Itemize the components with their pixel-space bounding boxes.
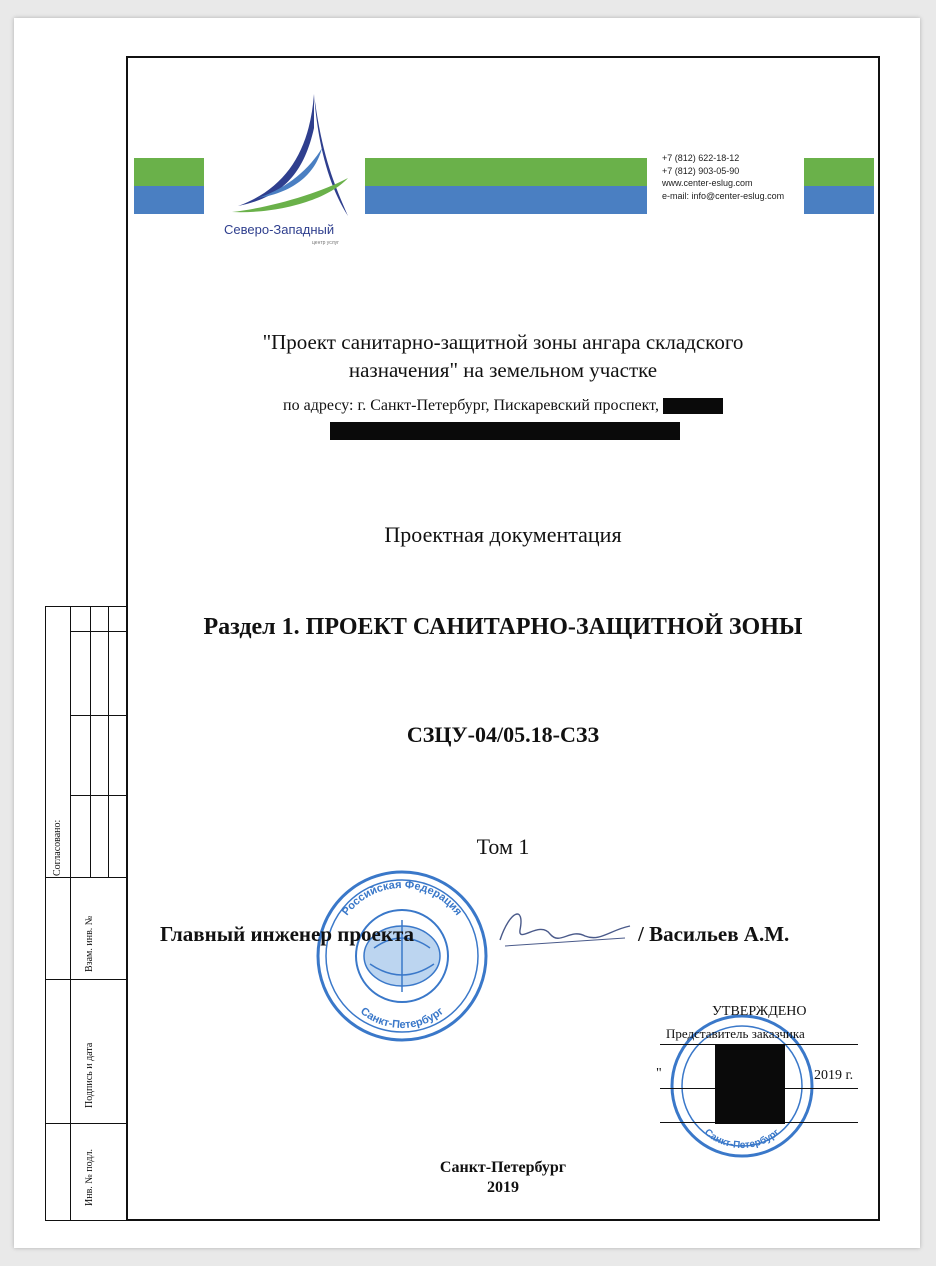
contact-website: www.center-eslug.com: [662, 178, 753, 188]
signature-icon: [490, 900, 640, 960]
side-label-inv-orig: Инв. № подл.: [84, 1149, 95, 1206]
document-code: СЗЦУ-04/05.18-СЗЗ: [406, 722, 600, 747]
approval-date-quote: ": [656, 1066, 662, 1081]
approval-year: 2019 г.: [814, 1068, 854, 1083]
side-stamp-col-2: [90, 607, 91, 877]
doc-type: Проектная документация: [384, 522, 622, 547]
engineer-role: Главный инженер проекта: [160, 922, 415, 946]
contact-phone-1: +7 (812) 622-18-12: [662, 153, 740, 163]
footer-city: Санкт-Петербург: [439, 1159, 567, 1176]
side-stamp-col-3: [108, 607, 109, 877]
address-text: по адресу: г. Санкт-Петербург, Пискаревский проспект,: [283, 397, 659, 414]
side-stamp-col-1: [70, 607, 71, 1220]
footer-year: 2019: [487, 1179, 519, 1196]
approval-title: УТВЕРЖДЕНО: [712, 1004, 807, 1019]
seal-left-bottom-text: Санкт-Петербург: [358, 1005, 446, 1032]
side-label-inv-replace: Взам. инв. №: [84, 915, 95, 972]
side-stamp: [45, 606, 127, 1221]
seal-left-top-text: Российская Федерация: [339, 878, 465, 918]
volume-label: Том 1: [476, 834, 530, 859]
section-title: Раздел 1. ПРОЕКТ САНИТАРНО-ЗАЩИТНОЙ ЗОНЫ: [203, 614, 803, 640]
project-title-line-2: назначения" на земельном участке: [348, 358, 658, 382]
side-label-agreed: Согласовано:: [52, 819, 63, 876]
side-label-sign-date: Подпись и дата: [84, 1042, 95, 1108]
project-address: [128, 396, 878, 416]
project-title: [128, 328, 878, 384]
svg-text:Санкт-Петербург: [702, 1127, 782, 1151]
side-stamp-row: [70, 795, 126, 796]
contact-email: e-mail: info@center-eslug.com: [662, 190, 785, 201]
seal-left-icon: [314, 868, 490, 1044]
svg-text:Санкт-Петербург: [358, 1005, 446, 1031]
logo-name: Северо-Западный: [224, 222, 335, 237]
seal-right-bottom-text: Санкт-Петербург: [702, 1127, 782, 1152]
side-stamp-row: [70, 631, 126, 632]
project-title-line-1: "Проект санитарно-защитной зоны ангара складского: [262, 330, 744, 354]
contact-phone-2: +7 (812) 903-05-90: [662, 165, 740, 176]
side-stamp-row: [46, 1123, 126, 1124]
footer: [128, 1158, 878, 1198]
logo-subtitle: центр услуг: [312, 240, 339, 246]
side-stamp-row: [70, 715, 126, 716]
approval-subtitle: Представитель заказчика: [666, 1026, 805, 1041]
side-stamp-row: [46, 877, 126, 878]
engineer-name: / Васильев А.М.: [638, 922, 790, 946]
approval-redaction-box: [715, 1044, 785, 1124]
redaction-box: [663, 398, 723, 414]
redaction-bar: [330, 422, 680, 440]
side-stamp-row: [46, 979, 126, 980]
